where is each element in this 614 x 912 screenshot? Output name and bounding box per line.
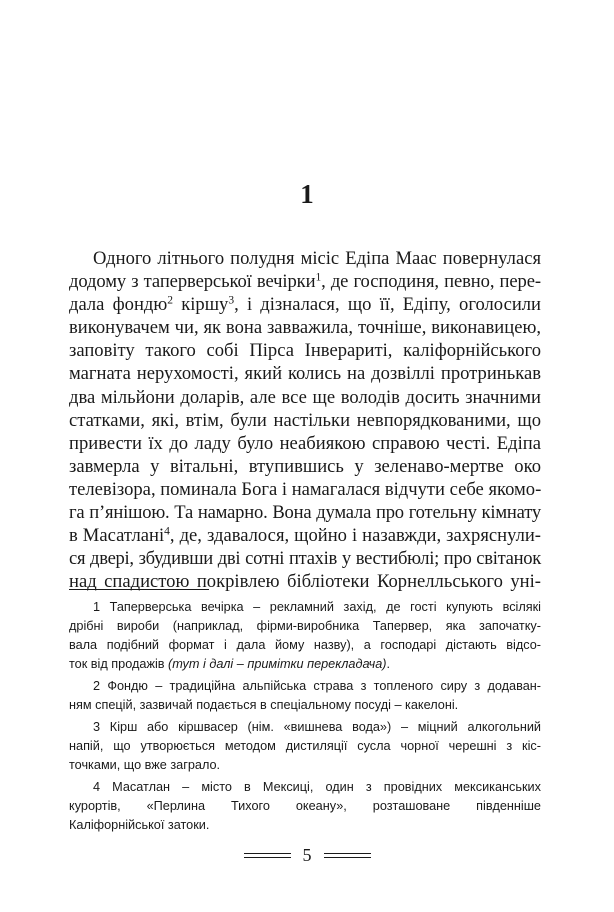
chapter-number: 1 <box>300 179 314 209</box>
footnote-line: вала подібний формат і дала йому назву), а господарі дістають відсо- <box>69 638 541 652</box>
page-number: 5 <box>302 845 312 865</box>
footnote-ref-2: 2 <box>167 294 174 307</box>
page-footer <box>0 843 614 867</box>
footnote-1 <box>69 598 541 674</box>
footnote-2 <box>69 677 541 715</box>
body-line: дала фондю$^2$ кіршу$^3$, і дізналася, що її, Едіпу, оголосили <box>69 294 541 316</box>
translator-note: (тут і далі – примітки перекладача) <box>168 657 387 671</box>
footnote-line: точками, що вже заграло. <box>69 758 221 772</box>
footnote-line: 4 Масатлан – місто в Мексиці, один з провідних мексиканських <box>93 780 541 794</box>
body-line: магната нерухомості, який колись на дозвіллі протринькав <box>69 363 541 385</box>
body-line: завмерла у вітальні, втупившись у зеленаво-мертве око <box>69 455 541 477</box>
body-line: додому з таперверської вечірки$^1$, де господиня, певно, пере- <box>69 271 541 293</box>
footnote-separator <box>69 589 209 590</box>
footnote-ref-4: 4 <box>164 525 170 538</box>
footnote-marker: 1 <box>93 600 101 614</box>
body-line: над спадистою покрівлею бібліотеки Корнелльського уні- <box>69 571 541 593</box>
footnote-ref-1: 1 <box>315 271 322 284</box>
footnote-marker: 4 <box>93 780 101 794</box>
footnote-line: 3 Кірш або кіршвасер (нім. «вишнева вода») – міцний алкогольний <box>93 720 541 734</box>
footnote-line: ням спецій, зазвичай подається в спеціальному посуді – какелоні. <box>69 698 459 712</box>
footnote-marker: 3 <box>93 720 101 734</box>
folio-ornament-left <box>244 853 291 858</box>
footnote-ref-3: 3 <box>228 294 235 307</box>
footnote-line: 1 Таперверська вечірка – рекламний захід, де гості купують всілякі <box>93 600 541 614</box>
footnote-marker: 2 <box>93 679 101 693</box>
body-line: заповіту такого собі Пірса Інверариті, каліфорнійського <box>69 340 541 362</box>
footnote-line: дрібні вироби (наприклад, фірми-виробника Тапервер, яка започатку- <box>69 619 541 633</box>
footnote-line: напій, що утворюється методом дистиляції сусла чорної черешні з кіс- <box>69 739 541 753</box>
footnote-4 <box>69 778 541 835</box>
folio-ornament-right <box>324 853 371 858</box>
body-line: ся двері, збудивши дві сотні птахів у вестибюлі; про світанок <box>69 548 541 570</box>
body-line: в Масатлані$^4$, де, здавалося, щойно і назавжди, захряснули- <box>69 525 542 547</box>
body-line: телевізора, поминала Бога і намагалася відчути себе якомо- <box>69 478 542 500</box>
body-line: статками, які, втім, були настільки невпорядкованими, що <box>69 409 541 431</box>
footnote-line: Каліфорнійської затоки. <box>69 818 210 832</box>
body-line: Одного літнього полудня місіс Едіпа Маас повернулася <box>93 248 541 269</box>
body-line: два мільйони доларів, але все ще володів досить значними <box>69 386 541 408</box>
footnote-line: ток від продажів (тут і далі – примітки перекладача). <box>69 657 391 671</box>
footnote-line: курортів, «Перлина Тихого океану», розташоване південніше <box>69 799 541 813</box>
body-line: га п’янішою. Та намарно. Вона думала про готельну кімнату <box>69 502 541 524</box>
footnote-3 <box>69 718 541 775</box>
main-text <box>69 247 541 593</box>
footnote-line: 2 Фондю – традиційна альпійська страва з топленого сиру з додаван- <box>93 679 541 693</box>
footnotes <box>69 598 541 838</box>
body-line: виконувачем чи, як вона завважила, точніше, виконавицею, <box>69 317 541 339</box>
body-line: привести їх до ладу було неабиякою справою честі. Едіпа <box>69 432 541 454</box>
